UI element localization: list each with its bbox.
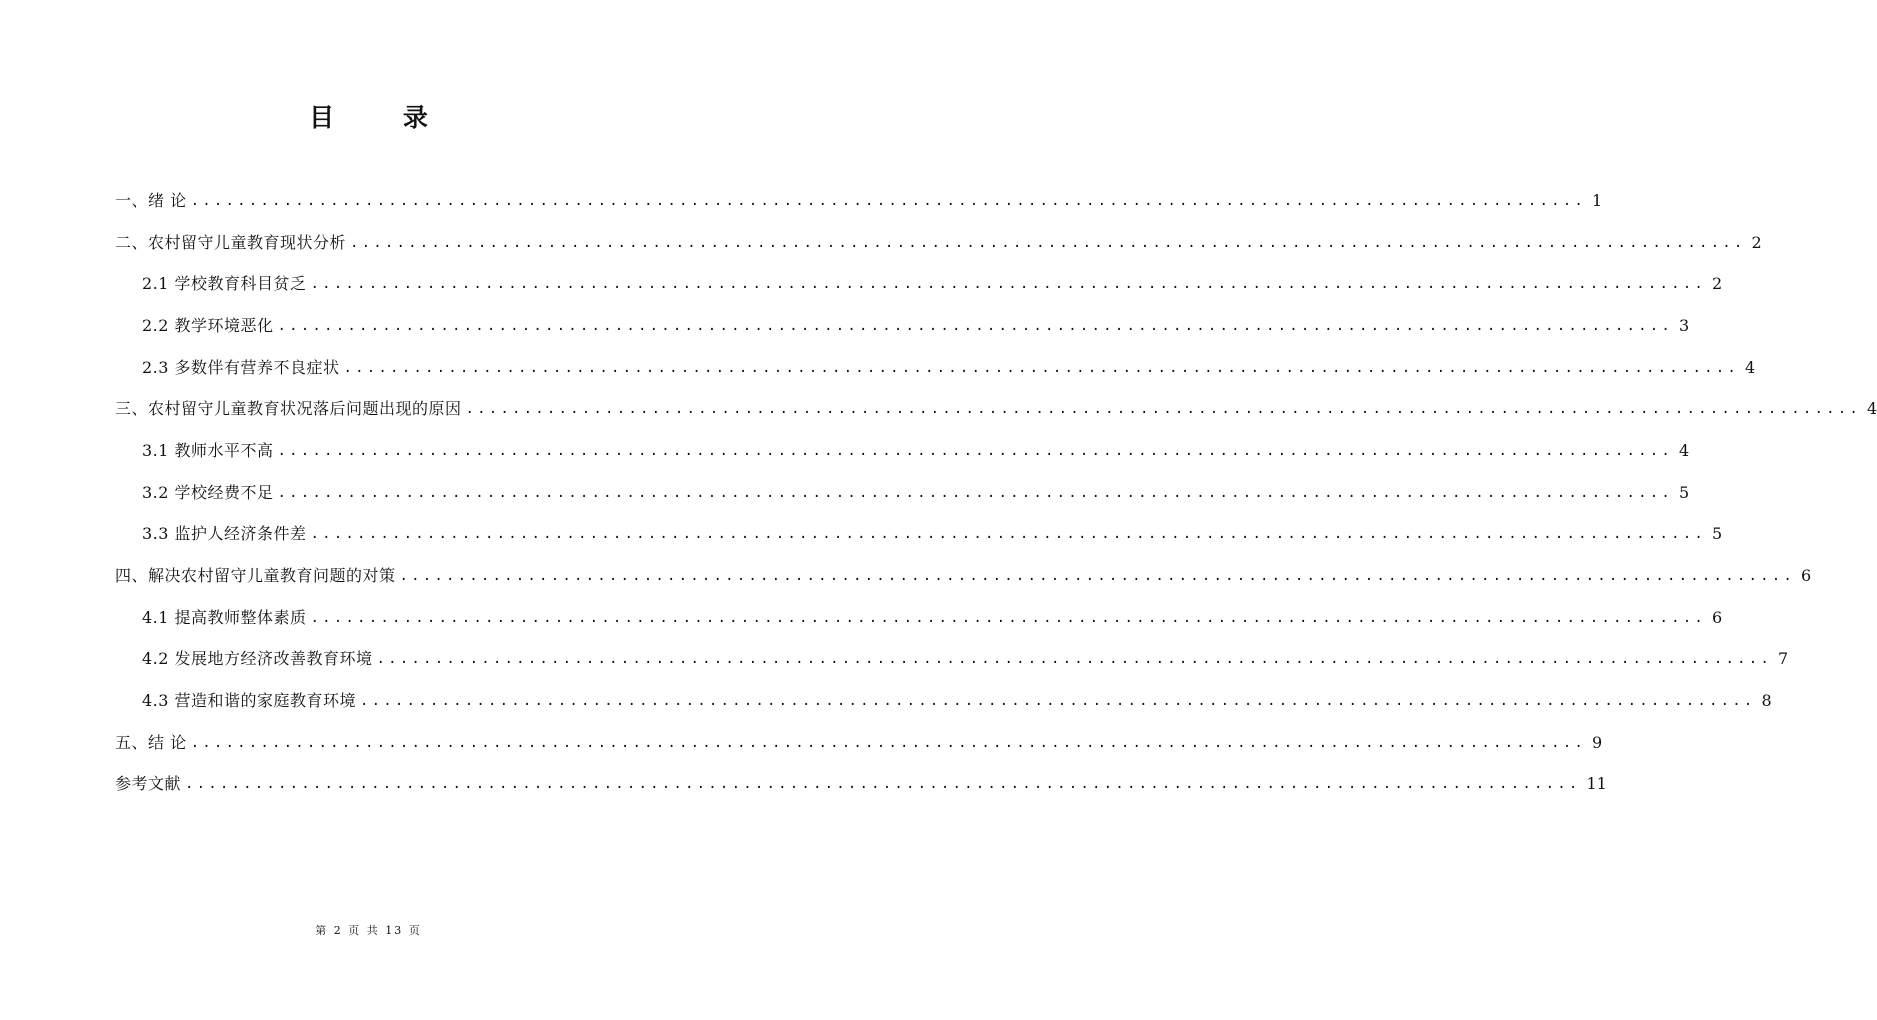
toc-entry-page: 1 (1592, 190, 1603, 210)
toc-dot-leader: ........................................................................................................................ (343, 359, 1739, 376)
toc-entry-label: 2.2 教学环境恶化 (142, 315, 274, 335)
toc-entry-label: 4.1 提高教师整体素质 (142, 607, 307, 627)
page-title: 目 录 (309, 103, 458, 132)
toc-entry-page: 4 (1745, 357, 1756, 377)
toc-entry[interactable] (115, 764, 1607, 806)
toc-dot-leader: ........................................................................................................................ (190, 734, 1587, 751)
table-of-contents (115, 180, 1877, 805)
toc-entry-label: 四、解决农村留守儿童教育问题的对策 (115, 566, 396, 586)
toc-entry-label: 4.2 发展地方经济改善教育环境 (142, 649, 373, 669)
toc-dot-leader: ........................................................................................................................ (190, 192, 1587, 209)
toc-entry-page: 11 (1586, 774, 1607, 794)
page-footer: 第 2 页 共 13 页 (315, 924, 422, 937)
toc-entry-page: 2 (1751, 232, 1762, 252)
toc-entry[interactable] (115, 555, 1812, 597)
toc-entry-page: 3 (1679, 315, 1690, 335)
toc-entry-page: 5 (1712, 524, 1723, 544)
toc-entry[interactable] (115, 680, 1772, 722)
toc-entry-page: 4 (1679, 440, 1690, 460)
toc-entry[interactable] (115, 639, 1789, 681)
toc-entry-label: 参考文献 (115, 774, 182, 794)
toc-dot-leader: ........................................................................................................................ (185, 776, 1581, 793)
toc-entry-label: 五、结 论 (115, 732, 187, 752)
toc-dot-leader: ........................................................................................................................ (277, 317, 1673, 334)
toc-dot-leader: ........................................................................................................................ (310, 526, 1706, 543)
toc-dot-leader: ........................................................................................................................ (310, 276, 1706, 293)
toc-dot-leader: ........................................................................................................................ (376, 651, 1772, 668)
toc-entry[interactable] (115, 222, 1762, 264)
toc-entry[interactable] (115, 263, 1723, 305)
toc-dot-leader: ........................................................................................................................ (465, 401, 1861, 418)
toc-dot-leader: ........................................................................................................................ (350, 234, 1746, 251)
toc-entry[interactable] (115, 430, 1690, 472)
toc-entry[interactable] (115, 388, 1877, 430)
toc-entry-label: 二、农村留守儿童教育现状分析 (115, 232, 347, 252)
toc-entry-page: 5 (1679, 482, 1690, 502)
toc-entry-page: 4 (1866, 399, 1877, 419)
toc-entry[interactable] (115, 347, 1756, 389)
toc-entry-label: 3.2 学校经费不足 (142, 482, 274, 502)
toc-entry[interactable] (115, 597, 1723, 639)
toc-entry-page: 2 (1712, 274, 1723, 294)
toc-entry-label: 2.3 多数伴有营养不良症状 (142, 357, 340, 377)
toc-entry[interactable] (115, 180, 1603, 222)
toc-entry[interactable] (115, 472, 1690, 514)
toc-entry-label: 一、绪 论 (115, 190, 187, 210)
toc-dot-leader: ........................................................................................................................ (277, 442, 1673, 459)
toc-entry-label: 2.1 学校教育科目贫乏 (142, 274, 307, 294)
toc-dot-leader: ........................................................................................................................ (277, 484, 1673, 501)
toc-entry-label: 3.1 教师水平不高 (142, 440, 274, 460)
toc-entry-page: 6 (1800, 566, 1812, 586)
toc-dot-leader: ........................................................................................................................ (360, 693, 1756, 710)
toc-entry-label: 3.3 监护人经济条件差 (142, 524, 307, 544)
toc-dot-leader: ........................................................................................................................ (310, 609, 1706, 626)
toc-entry-page: 6 (1712, 607, 1723, 627)
toc-entry-page: 7 (1778, 649, 1789, 669)
toc-entry-label: 4.3 营造和谐的家庭教育环境 (142, 691, 357, 711)
toc-entry-page: 9 (1592, 732, 1603, 752)
toc-entry[interactable] (115, 305, 1690, 347)
toc-entry-label: 三、农村留守儿童教育状况落后问题出现的原因 (115, 399, 462, 419)
toc-entry[interactable] (115, 722, 1603, 764)
toc-dot-leader: ........................................................................................................................ (399, 568, 1795, 585)
toc-entry-page: 8 (1761, 691, 1772, 711)
toc-entry[interactable] (115, 514, 1723, 556)
